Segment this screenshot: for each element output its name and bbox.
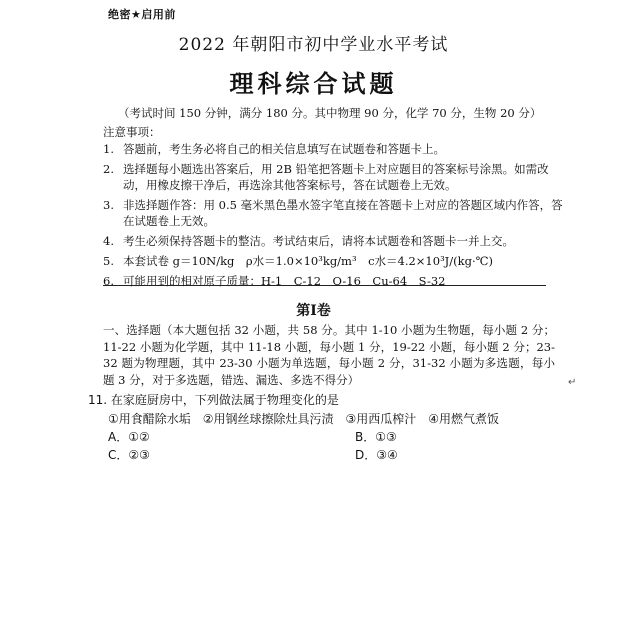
option-c: C．②③	[108, 448, 150, 462]
notice-item-number: 2.	[103, 162, 114, 176]
notice-item	[103, 197, 563, 229]
exam-info: （考试时间 150 分钟，满分 180 分。其中物理 90 分，化学 70 分，生物 20 分）	[118, 106, 542, 120]
secret-mark: 绝密★启用前	[108, 8, 176, 21]
notice-item	[103, 233, 563, 249]
notice-item	[103, 253, 563, 269]
notice-item-text: 答题前，考生务必将自己的相关信息填写在试题卷和答题卡上。	[123, 142, 445, 156]
divider-rule	[103, 285, 546, 286]
return-mark-icon: ↵	[568, 377, 577, 388]
part-title: 第Ⅰ卷	[296, 303, 331, 319]
exam-title: 2022 年朝阳市初中学业水平考试	[178, 35, 449, 55]
notice-item-number: 1.	[103, 142, 114, 156]
notice-item-number: 6.	[103, 274, 114, 288]
subject-title: 理科综合试题	[229, 69, 398, 98]
notice-item-text: 本套试卷 g＝10N/kg ρ水＝1.0×10³kg/m³ c水＝4.2×10³J/(kg·℃)	[123, 254, 493, 268]
option-d: D．③④	[355, 448, 398, 462]
notice-item-text: 可能用到的相对原子质量：H-1 C-12 O-16 Cu-64 S-32	[123, 274, 446, 288]
notice-item-number: 4.	[103, 234, 114, 248]
question-stem: 11. 在家庭厨房中，下列做法属于物理变化的是	[88, 393, 339, 407]
notice-item	[103, 161, 563, 193]
notice-item	[103, 141, 563, 157]
notice-item-text: 非选择题作答：用 0.5 毫米黑色墨水签字笔直接在答题卡上对应的答题区域内作答，答在试题卷上无效。	[123, 198, 563, 228]
option-b: B．①③	[355, 430, 397, 444]
notice-item-number: 5.	[103, 254, 114, 268]
notice-item-text: 选择题每小题选出答案后，用 2B 铅笔把答题卡上对应题目的答案标号涂黑。如需改动，用橡皮擦干净后，再选涂其他答案标号，答在试题卷上无效。	[123, 162, 549, 192]
option-a: A．①②	[108, 430, 150, 444]
question-11	[88, 391, 528, 427]
notice-item-text: 考生必须保持答题卡的整洁。考试结束后，请将本试题卷和答题卡一并上交。	[123, 234, 514, 248]
notice-item-number: 3.	[103, 198, 114, 212]
notice-item	[103, 273, 563, 289]
notice-label: 注意事项：	[103, 125, 161, 139]
notice-list	[103, 141, 563, 293]
section-intro: 一、选择题（本大题包括 32 小题，共 58 分。其中 1-10 小题为生物题，每小题 2 分；11-22 小题为化学题，其中 11-18 小题，每小题 1 分，19-22 小题，每小题 2 分；23-32 题为物理题，其中 23-30 小题为单选题，每小题 2 分，31-32 小题为多选题，每小题 3 分，对于多选题，错选、漏选、多选不得分）	[103, 323, 555, 387]
question-items: ①用食醋除水垢 ②用钢丝球擦除灶具污渍 ③用西瓜榨汁 ④用燃气煮饭	[108, 412, 500, 426]
